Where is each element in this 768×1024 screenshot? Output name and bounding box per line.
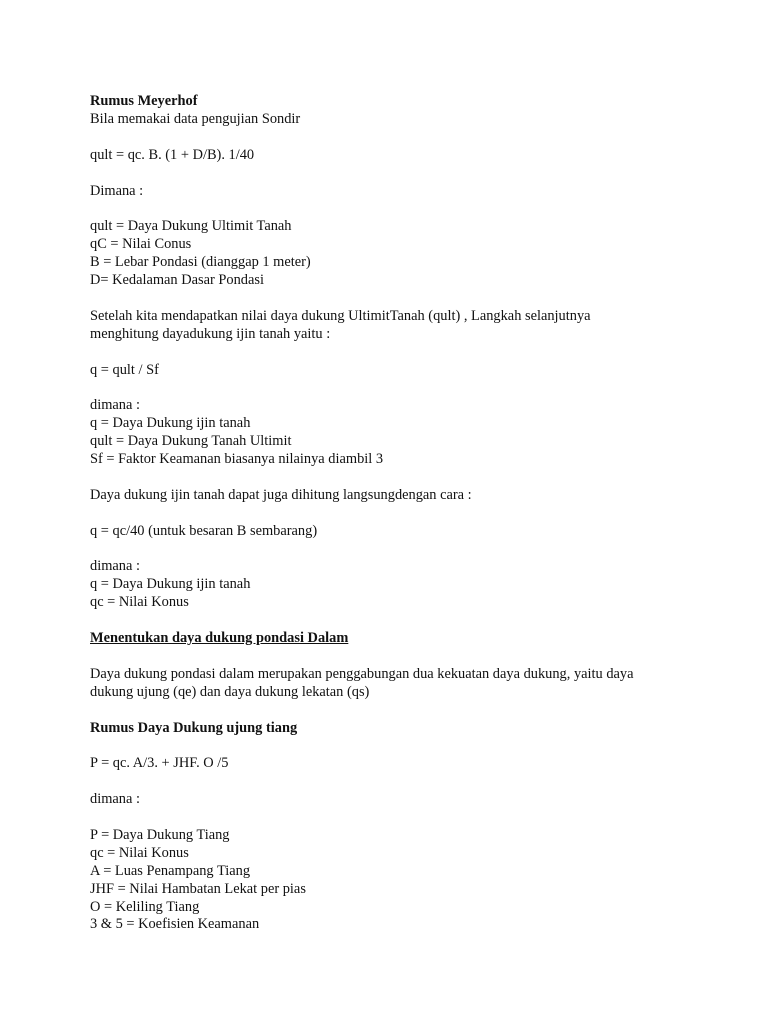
section-heading-ujung-tiang: Rumus Daya Dukung ujung tiang: [90, 719, 298, 736]
dimana-label: Dimana :: [90, 182, 144, 199]
section-title-meyerhof: Rumus Meyerhof: [90, 93, 198, 109]
definition-line: Sf = Faktor Keamanan biasanya nilainya diambil 3: [90, 451, 384, 468]
spacer: [90, 702, 690, 720]
definition-line: qc = Nilai Konus: [90, 594, 189, 611]
definition-line: JHF = Nilai Hambatan Lekat per pias: [90, 880, 306, 897]
paragraph-line: dukung ujung (qe) dan daya dukung lekatan (qs): [90, 683, 370, 700]
definition-line: O = Keliling Tiang: [90, 898, 200, 915]
spacer: [90, 773, 690, 791]
spacer: [90, 612, 690, 630]
formula-qult: qult = qc. B. (1 + D/B). 1/40: [90, 146, 255, 163]
definition-line: D= Kedalaman Dasar Pondasi: [90, 272, 264, 289]
formula-q: q = qult / Sf: [90, 361, 159, 378]
definition-line: q = Daya Dukung ijin tanah: [90, 415, 251, 432]
formula-p: P = qc. A/3. + JHF. O /5: [90, 755, 229, 772]
definition-line: qc = Nilai Konus: [90, 844, 189, 861]
spacer: [90, 344, 690, 362]
definition-line: A = Luas Penampang Tiang: [90, 862, 251, 879]
spacer: [90, 379, 690, 397]
paragraph-line: menghitung dayadukung ijin tanah yaitu :: [90, 325, 331, 342]
definition-line: qC = Nilai Conus: [90, 236, 192, 253]
spacer: [90, 505, 690, 523]
definition-line: dimana :: [90, 558, 140, 575]
definition-line: B = Lebar Pondasi (dianggap 1 meter): [90, 254, 311, 271]
spacer: [90, 129, 690, 147]
section-heading-pondasi-dalam: Menentukan daya dukung pondasi Dalam: [90, 630, 349, 647]
definition-line: q = Daya Dukung ijin tanah: [90, 576, 251, 593]
definition-line: P = Daya Dukung Tiang: [90, 826, 230, 843]
document-content: [90, 93, 690, 934]
spacer: [90, 469, 690, 487]
spacer: [90, 737, 690, 755]
intro-text: Bila memakai data pengujian Sondir: [90, 110, 301, 127]
definition-line: qult = Daya Dukung Tanah Ultimit: [90, 433, 292, 450]
definition-line: 3 & 5 = Koefisien Keamanan: [90, 916, 260, 933]
definition-line: dimana :: [90, 397, 140, 414]
spacer: [90, 541, 690, 559]
spacer: [90, 648, 690, 666]
paragraph-line: Setelah kita mendapatkan nilai daya dukung UltimitTanah (qult) , Langkah selanjutnya: [90, 307, 591, 324]
spacer: [90, 809, 690, 827]
paragraph-line: Daya dukung ijin tanah dapat juga dihitung langsungdengan cara :: [90, 486, 472, 503]
spacer: [90, 200, 690, 218]
definition-line: qult = Daya Dukung Ultimit Tanah: [90, 218, 292, 235]
spacer: [90, 290, 690, 308]
formula-q-direct: q = qc/40 (untuk besaran B sembarang): [90, 522, 318, 539]
dimana-label: dimana :: [90, 791, 140, 808]
paragraph-line: Daya dukung pondasi dalam merupakan penggabungan dua kekuatan daya dukung, yaitu daya: [90, 665, 634, 682]
spacer: [90, 165, 690, 183]
